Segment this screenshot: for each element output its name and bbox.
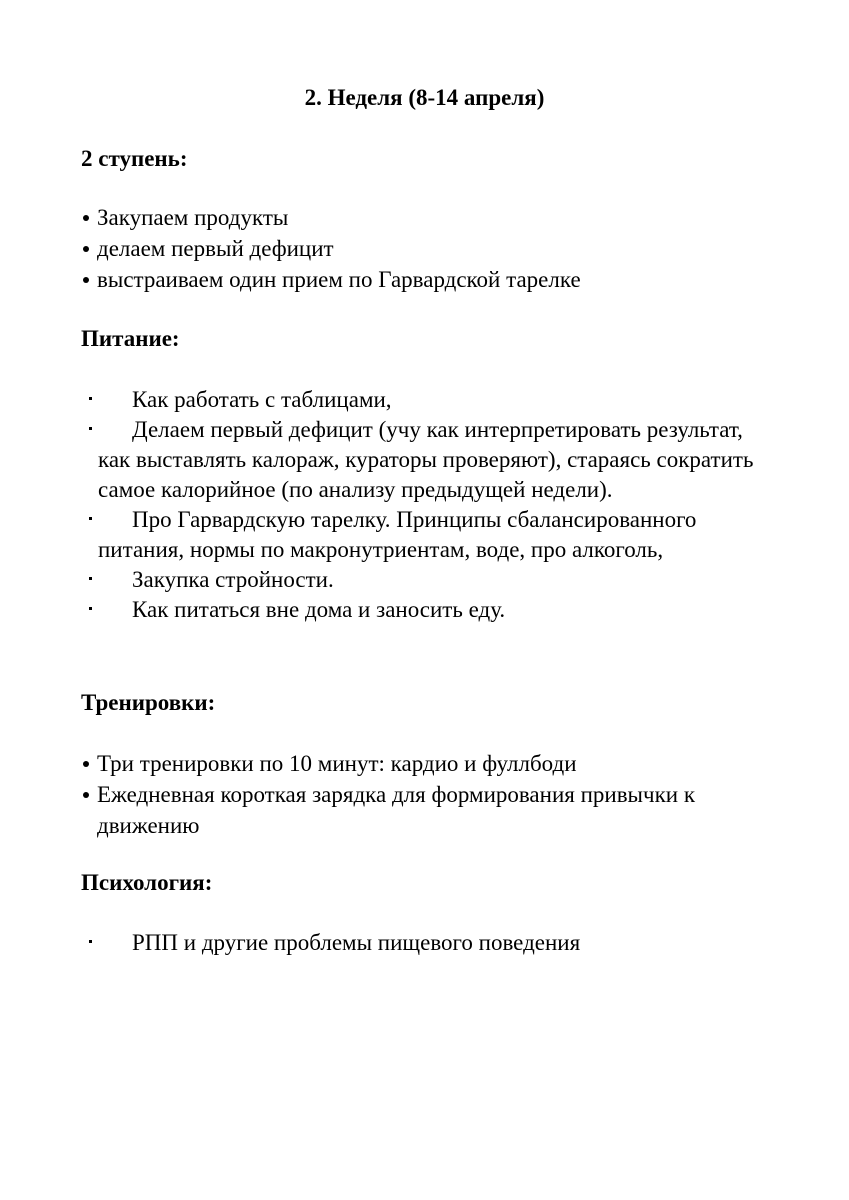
bullet-icon bbox=[89, 427, 92, 430]
bullet-icon bbox=[83, 792, 89, 798]
psychology-list bbox=[81, 928, 781, 958]
bullet-icon bbox=[83, 215, 89, 221]
bullet-icon bbox=[83, 246, 89, 252]
list-item bbox=[81, 233, 781, 264]
list-item-text: Ежедневная короткая зарядка для формирования привычки к движению bbox=[97, 782, 695, 838]
list-item bbox=[81, 748, 771, 779]
list-item-text: Как работать с таблицами, bbox=[132, 387, 392, 412]
bullet-icon bbox=[89, 397, 92, 400]
step-heading: 2 ступень: bbox=[81, 146, 188, 171]
list-item bbox=[81, 415, 771, 505]
bullet-icon bbox=[89, 577, 92, 580]
list-item-text: Как питаться вне дома и заносить еду. bbox=[132, 597, 506, 622]
step-list bbox=[81, 202, 781, 295]
list-item bbox=[81, 928, 781, 958]
nutrition-list bbox=[81, 385, 771, 625]
nutrition-heading: Питание: bbox=[81, 326, 180, 351]
bullet-icon bbox=[89, 517, 92, 520]
list-item bbox=[81, 595, 771, 625]
list-item-text: Три тренировки по 10 минут: кардио и фуллбоди bbox=[97, 751, 577, 776]
list-item-text: Закупаем продукты bbox=[97, 205, 289, 230]
psychology-heading: Психология: bbox=[81, 870, 213, 895]
list-item-text: делаем первый дефицит bbox=[97, 236, 334, 261]
bullet-icon bbox=[89, 940, 92, 943]
list-item-text: выстраиваем один прием по Гарвардской тарелке bbox=[97, 267, 581, 292]
page-title: 2. Неделя (8-14 апреля) bbox=[304, 85, 545, 110]
training-list bbox=[81, 748, 771, 841]
list-item-text: Делаем первый дефицит (учу как интерпретировать результат, как выставлять калораж, кураторы проверяют), стараясь сократить самое калорийное (по анализу предыдущей недели). bbox=[98, 417, 754, 502]
bullet-icon bbox=[83, 277, 89, 283]
list-item-text: Закупка стройности. bbox=[132, 567, 334, 592]
list-item bbox=[81, 505, 771, 565]
list-item bbox=[81, 264, 781, 295]
list-item-text: РПП и другие проблемы пищевого поведения bbox=[132, 930, 581, 955]
list-item-text: Про Гарвардскую тарелку. Принципы сбалансированного питания, нормы по макронутриентам, воде, про алкоголь, bbox=[98, 507, 697, 562]
list-item bbox=[81, 385, 771, 415]
list-item bbox=[81, 202, 781, 233]
training-heading: Тренировки: bbox=[81, 690, 216, 715]
list-item bbox=[81, 565, 771, 595]
list-item bbox=[81, 779, 771, 841]
bullet-icon bbox=[89, 607, 92, 610]
bullet-icon bbox=[83, 761, 89, 767]
